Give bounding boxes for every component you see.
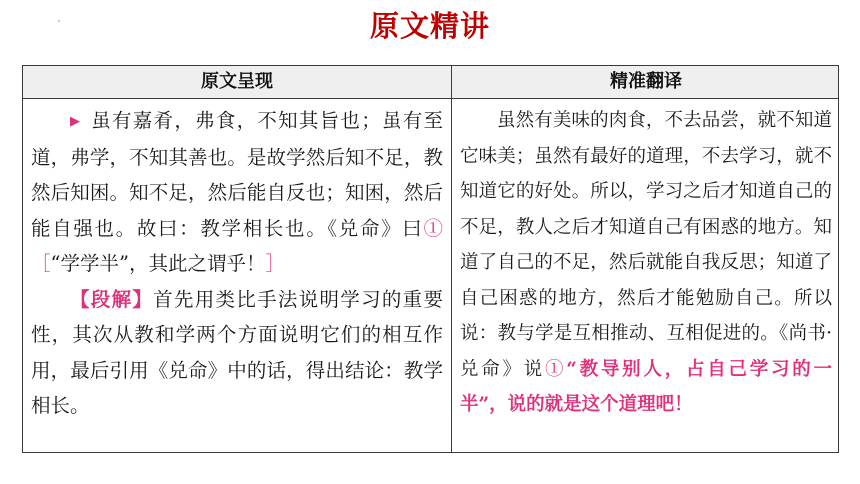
- play-marker-icon: ▶: [70, 114, 82, 129]
- header-original: 原文呈现: [201, 71, 273, 92]
- translation-text-cell: [453, 98, 839, 423]
- analysis-paragraph: [31, 282, 443, 424]
- original-main-text: 虽有嘉肴，弗食，不知其旨也；虽有至道，弗学，不知其善也。是故学然后知不足，教然后知困。知不足，然后能自反也；知困，然后能自强也。故曰：教学相长也。《兑命》曰: [31, 109, 443, 240]
- translation-footnote-mark: ①: [545, 358, 567, 380]
- page-title: 原文精讲: [369, 9, 490, 43]
- header-translation: 精准翻译: [610, 71, 682, 92]
- original-quote: “学学半”，其此之谓乎！: [50, 252, 266, 275]
- original-text-cell: [23, 98, 451, 424]
- analysis-label: 【段解】: [70, 287, 154, 311]
- note-bracket-open: ［: [31, 252, 51, 275]
- analysis-text: 首先用类比手法说明学习的重要性，其次从教和学两个方面说明它们的相互作用，最后引用《兑命》中的话，得出结论：教学相长。: [31, 287, 443, 417]
- translation-quote: “教导别人，占自己学习的一半”，说的就是这个道理吧！: [460, 358, 832, 415]
- table-header-row: [23, 66, 838, 99]
- translation-paragraph: [460, 103, 832, 423]
- original-paragraph: [31, 103, 443, 282]
- column-divider: [451, 66, 452, 452]
- content-table: [22, 65, 839, 453]
- translation-main-text: 虽然有美味的肉食，不去品尝，就不知道它味美；虽然有最好的道理，不去学习，就不知道它的好处。所以，学习之后才知道自己的不足，教人之后才知道自己有困惑的地方。知道了自己的不足，然后就能自我反思；知道了自己困惑的地方，然后才能勉励自己。所以说：教与学是互相推动、互相促进的。《尚书·兑命》说: [460, 110, 832, 380]
- note-bracket-close: ］: [265, 252, 285, 275]
- footnote-mark: ①: [423, 216, 443, 240]
